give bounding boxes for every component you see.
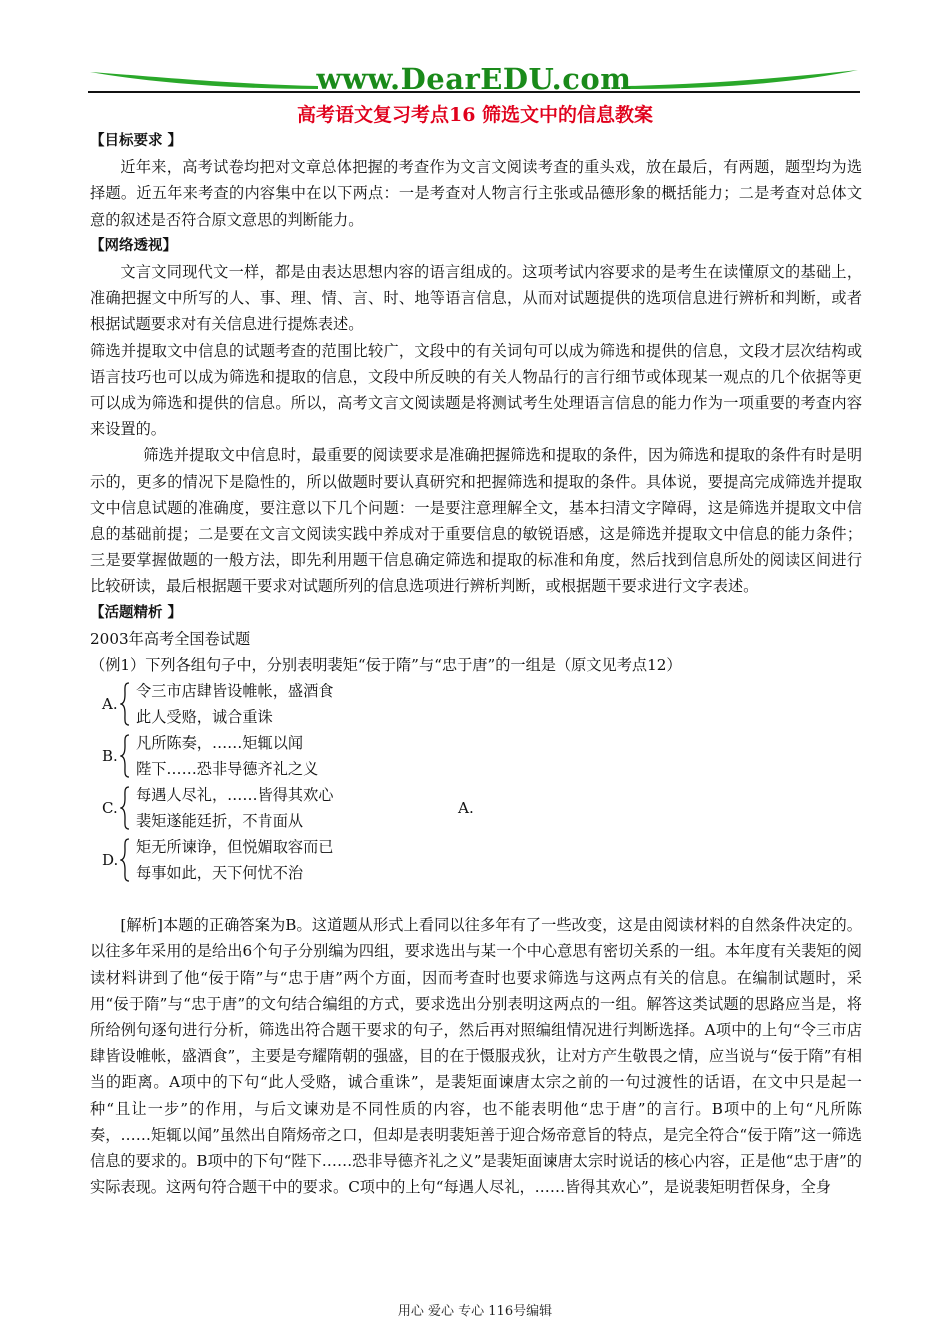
option-b	[102, 730, 402, 782]
option-sentence-2: 陛下……恐非导德齐礼之义	[136, 760, 319, 779]
network-paragraph-3: 筛选并提取文中信息时，最重要的阅读要求是准确把握筛选和提取的条件，因为筛选和提取的条件有时是明示的，更多的情况下是隐性的，所以做题时要认真研究和把握筛选和提取的条件。具体说，要提高完成筛选并提取文中信息试题的准确度，要注意以下几个问题：一是要注意理解全文，基本扫清文字障碍，这是筛选并提取文中信息的基础前提；二是要在文言文阅读实践中养成对于重要信息的敏锐语感，这是筛选并提取文中信息的能力条件；三是要掌握做题的一般方法，即先利用题干信息确定筛选和提取的标准和角度，然后找到信息所处的阅读区间进行比较研读，最后根据题干要求对试题所列的信息选项进行辨析判断，或根据题干要求进行文字表述。	[90, 446, 862, 596]
analysis-paragraph: [解析]本题的正确答案为B。这道题从形式上看同以往多年有了一些改变，这是由阅读材料的自然条件决定的。以往多年采用的是给出6个句子分别编为四组，要求选出与某一个中心意思有密切关系的一组。本年度有关裴矩的阅读材料讲到了他“佞于隋”与“忠于唐”两个方面，因而考查时也要求筛选与这两点有关的信息。在编制试题时，采用“佞于隋”与“忠于唐”的文句结合编组的方式，要求选出分别表明这两点的一组。解答这类试题的思路应当是，将所给例句逐句进行分析，筛选出符合题干要求的句子，然后再对照编组情况进行判断选择。A项中的上句“令三市店肆皆设帷帐，盛酒食”，主要是夸耀隋朝的强盛，目的在于慑服戎狄，让对方产生敬畏之情，应当说与“佞于隋”有相当的距离。A项中的下句“此人受赂，诚合重诛”，是裴矩面谏唐太宗之前的一句过渡性的话语，在文中只是起一种“且让一步”的作用，与后文谏劝是不同性质的内容，也不能表明他“忠于唐”的言行。B项中的上句“凡所陈奏，……矩辄以闻”虽然出自隋炀帝之口，但却是表明裴矩善于迎合炀帝意旨的特点，是完全符合“佞于隋”这一筛选信息的要求的。B项中的下句“陛下……恐非导德齐礼之义”是裴矩面谏唐太宗时说话的核心内容，正是他“忠于唐”的实际表现。这两句符合题干中的要求。C项中的上句“每遇人尽礼，……皆得其欢心”，是说裴矩明哲保身，全身	[90, 916, 862, 1197]
option-sentence-1: 每遇人尽礼，……皆得其欢心	[136, 786, 334, 805]
brace-icon	[120, 682, 130, 726]
answer-options	[102, 678, 862, 886]
option-c	[102, 782, 402, 834]
exam-source: 2003年高考全国卷试题	[90, 629, 251, 648]
network-paragraph-1: 文言文同现代文一样，都是由表达思想内容的语言组成的。这项考试内容要求的是考生在读懂原文的基础上，准确把握文中所写的人、事、理、情、言、时、地等语言信息，从而对试题提供的选项信息进行辨析和判断，或者根据试题要求对有关信息进行提炼表述。	[90, 263, 862, 334]
option-letter: D.	[102, 851, 119, 870]
network-paragraph-2: 筛选并提取文中信息的试题考查的范围比较广，文段中的有关词句可以成为筛选和提供的信息，文段才层次结构或语言技巧也可以成为筛选和提取的信息，文段中所反映的有关人物品行的言行细节或体现某一观点的几个依据等更可以成为筛选和提供的信息。所以，高考文言文阅读题是将测试考生处理语言信息的能力作为一项重要的考查内容来设置的。	[90, 341, 862, 439]
brace-icon	[120, 838, 130, 882]
option-sentence-1: 令三市店肆皆设帷帐，盛酒食	[136, 682, 334, 701]
site-banner	[88, 62, 860, 102]
option-sentence-2: 每事如此，天下何忧不治	[136, 864, 304, 883]
page-footer: 用心 爱心 专心 116号编辑	[397, 1304, 553, 1319]
section-heading-goals: 【目标要求 】	[90, 133, 183, 149]
option-letter: A.	[102, 695, 118, 714]
document-title: 高考语文复习考点16 筛选文中的信息教案	[296, 104, 654, 126]
option-letter: C.	[102, 799, 118, 818]
option-a	[102, 678, 402, 730]
brace-icon	[120, 786, 130, 830]
site-logo-text: www.DearEDU.com	[316, 62, 632, 96]
answer-stub: A.	[458, 799, 474, 818]
document-body	[90, 128, 862, 1201]
brace-icon	[120, 734, 130, 778]
option-sentence-2: 裴矩遂能廷折，不肯面从	[136, 812, 304, 831]
option-sentence-1: 凡所陈奏，……矩辄以闻	[136, 734, 304, 753]
example-question: （例1）下列各组句子中，分别表明裴矩“佞于隋”与“忠于唐”的一组是（原文见考点12）	[90, 656, 682, 675]
option-sentence-2: 此人受赂，诚合重诛	[136, 708, 273, 727]
option-d	[102, 834, 402, 886]
option-sentence-1: 矩无所谏诤，但悦媚取容而已	[136, 838, 334, 857]
section-heading-network: 【网络透视】	[90, 237, 177, 254]
section-heading-examples: 【活题精析 】	[90, 604, 183, 621]
goals-paragraph: 近年来，高考试卷均把对文章总体把握的考查作为文言文阅读考查的重头戏，放在最后，有两题，题型均为选择题。近五年来考查的内容集中在以下两点：一是考查对人物言行主张或品德形象的概括能力；二是考查对总体文意的叙述是否符合原文意思的判断能力。	[90, 158, 862, 229]
option-letter: B.	[102, 747, 118, 766]
